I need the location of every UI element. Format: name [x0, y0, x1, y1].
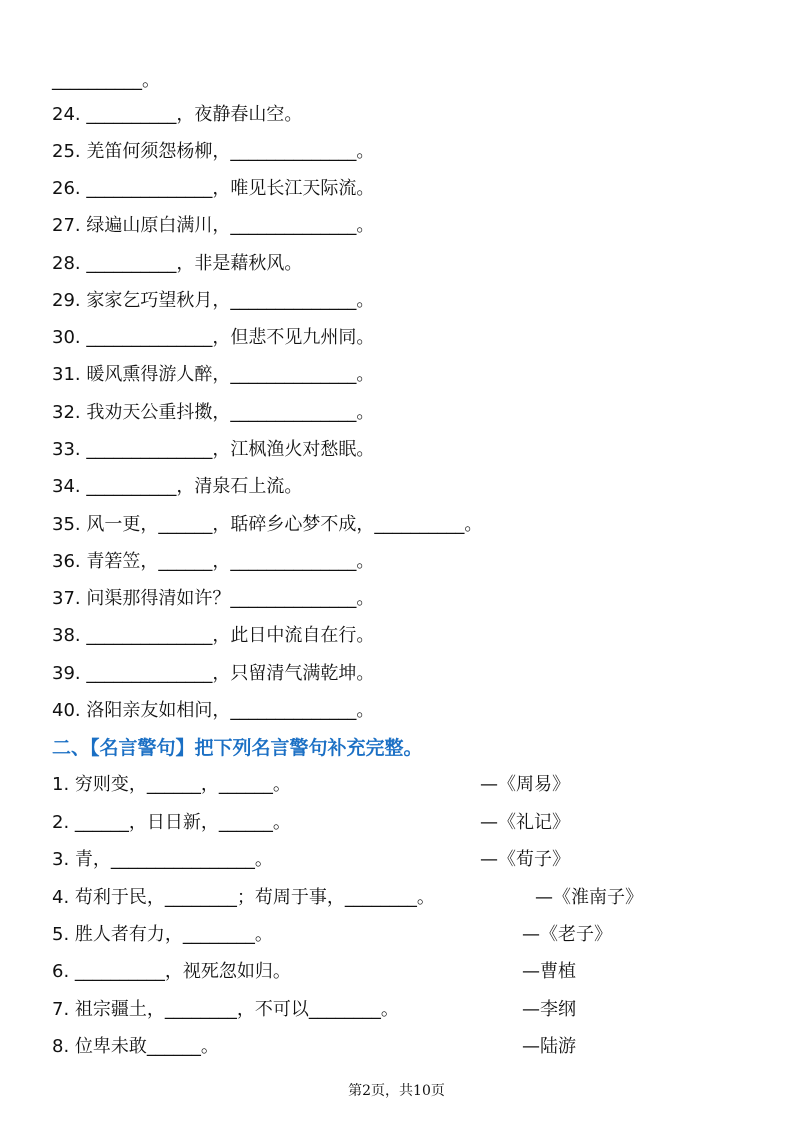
list-item: 30. ______________，但悲不见九州同。	[52, 327, 375, 348]
list-item: 25. 羌笛何须怨杨柳，______________。	[52, 141, 375, 162]
quote-text: 6. __________，视死忽如归。	[52, 961, 291, 982]
quote-source: —《淮南子》	[535, 887, 643, 908]
list-item: 26. ______________，唯见长江天际流。	[52, 178, 375, 199]
quote-source: —陆游	[522, 1036, 576, 1057]
quote-source: —《周易》	[480, 774, 570, 795]
list-item: 36. 青箬笠，______，______________。	[52, 551, 375, 572]
list-item: 31. 暖风熏得游人醉，______________。	[52, 364, 375, 385]
list-item: 38. ______________，此日中流自在行。	[52, 625, 375, 646]
quote-text: 2. ______，日日新，______。	[52, 812, 291, 833]
quote-source: —曹植	[522, 961, 576, 982]
quote-source: —《礼记》	[480, 812, 570, 833]
list-item: 32. 我劝天公重抖擞，______________。	[52, 402, 375, 423]
list-item: 29. 家家乞巧望秋月，______________。	[52, 290, 375, 311]
quote-text: 8. 位卑未敢______。	[52, 1036, 219, 1057]
list-item: __________。	[52, 70, 160, 91]
quote-text: 3. 青，________________。	[52, 849, 273, 870]
quote-source: —《荀子》	[480, 849, 570, 870]
list-item: 34. __________，清泉石上流。	[52, 476, 303, 497]
quote-source: —李纲	[522, 999, 576, 1020]
page-footer: 第2页，共10页	[348, 1083, 445, 1099]
list-item: 40. 洛阳亲友如相问，______________。	[52, 700, 375, 721]
list-item: 33. ______________，江枫渔火对愁眠。	[52, 439, 375, 460]
list-item: 24. __________，夜静春山空。	[52, 104, 303, 125]
quote-text: 5. 胜人者有力，________。	[52, 924, 273, 945]
quote-source: —《老子》	[522, 924, 612, 945]
quote-text: 1. 穷则变，______，______。	[52, 774, 291, 795]
quote-text: 7. 祖宗疆土，________，不可以________。	[52, 999, 399, 1020]
section-heading: 二、【名言警句】把下列名言警句补充完整。	[52, 737, 423, 759]
list-item: 37. 问渠那得清如许？______________。	[52, 588, 375, 609]
list-item: 27. 绿遍山原白满川，______________。	[52, 215, 375, 236]
quote-text: 4. 苟利于民，________；苟周于事，________。	[52, 887, 435, 908]
list-item: 28. __________，非是藉秋风。	[52, 253, 303, 274]
list-item: 39. ______________，只留清气满乾坤。	[52, 663, 375, 684]
list-item: 35. 风一更，______，聒碎乡心梦不成，__________。	[52, 514, 483, 535]
